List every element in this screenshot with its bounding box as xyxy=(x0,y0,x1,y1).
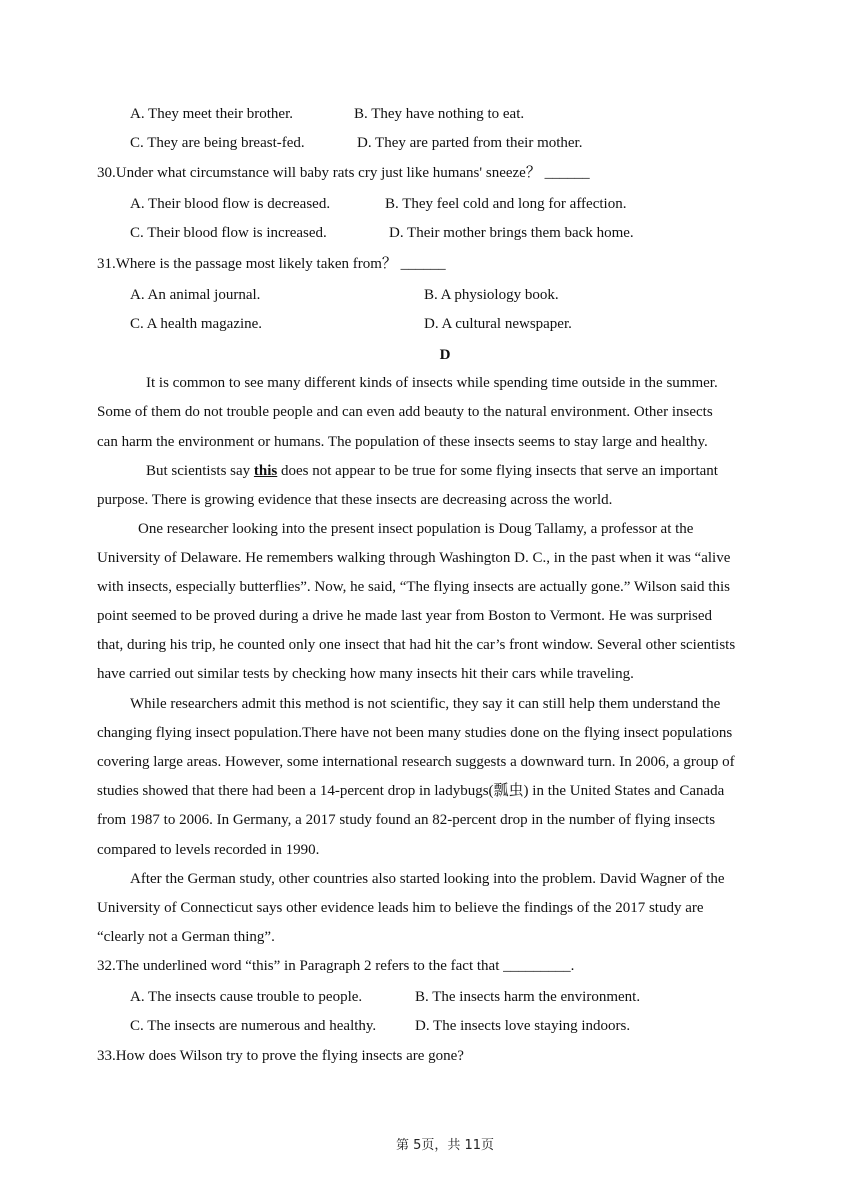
underlined-word: this xyxy=(253,463,278,479)
passage-p3-line6: have carried out similar tests by checking how many insects hit their cars while traveling. xyxy=(97,666,634,682)
q30-option-b: B. They feel cold and long for affection. xyxy=(385,196,627,212)
q29-option-a: A. They meet their brother. xyxy=(130,106,294,122)
p2-text-after: does not appear to be true for some flying insects that serve an important xyxy=(277,463,718,479)
q30-stem: 30.Under what circumstance will baby rats cry just like humans' sneeze？ ______ xyxy=(97,165,590,181)
passage-p5-line3: “clearly not a German thing”. xyxy=(97,929,275,945)
passage-p5-line2: University of Connecticut says other evidence leads him to believe the findings of the 2017 study are xyxy=(97,900,704,916)
passage-p3-line3: with insects, especially butterflies”. Now, he said, “The flying insects are actually gone.” Wilson said this xyxy=(97,579,730,595)
passage-p4-line2: changing flying insect population.There have not been many studies done on the flying insect populations xyxy=(97,725,733,741)
passage-p1-line1: It is common to see many different kinds of insects while spending time outside in the summer. xyxy=(146,375,718,391)
q32-stem: 32.The underlined word “this” in Paragraph 2 refers to the fact that _________. xyxy=(97,958,575,974)
q30-option-a: A. Their blood flow is decreased. xyxy=(130,196,331,212)
passage-p4-line3: covering large areas. However, some international research suggests a downward turn. In 2006, a group of xyxy=(97,754,735,770)
passage-p2-line2: purpose. There is growing evidence that these insects are decreasing across the world. xyxy=(97,492,613,508)
passage-p4-line5: from 1987 to 2006. In Germany, a 2017 study found an 82-percent drop in the number of flying insects xyxy=(97,812,716,828)
q29-option-c: C. They are being breast-fed. xyxy=(130,135,305,151)
q32-option-d: D. The insects love staying indoors. xyxy=(415,1018,631,1034)
q31-option-c: C. A health magazine. xyxy=(130,316,263,332)
passage-p5-line1: After the German study, other countries also started looking into the problem. David Wagner of the xyxy=(130,871,725,887)
passage-p3-line5: that, during his trip, he counted only one insect that had hit the car’s front window. Several other scientists xyxy=(97,637,736,653)
q29-option-b: B. They have nothing to eat. xyxy=(354,106,525,122)
p2-text-before: But scientists say xyxy=(146,463,254,479)
q32-option-c: C. The insects are numerous and healthy. xyxy=(130,1018,377,1034)
passage-p3-line4: point seemed to be proved during a drive he made last year from Boston to Vermont. He was surprised xyxy=(97,608,712,624)
passage-p4-line1: While researchers admit this method is not scientific, they say it can still help them understand the xyxy=(130,696,721,712)
passage-p2-line1 xyxy=(146,461,718,481)
q32-option-a: A. The insects cause trouble to people. xyxy=(130,989,363,1005)
passage-p3-line1: One researcher looking into the present insect population is Doug Tallamy, a professor at the xyxy=(138,521,694,537)
q31-option-d: D. A cultural newspaper. xyxy=(424,316,572,332)
page-footer: 第 5页，共 11页 xyxy=(395,1138,495,1153)
q31-option-a: A. An animal journal. xyxy=(130,287,261,303)
section-label: D xyxy=(439,347,451,363)
passage-p4-line6: compared to levels recorded in 1990. xyxy=(97,842,320,858)
q32-option-b: B. The insects harm the environment. xyxy=(415,989,641,1005)
q33-stem: 33.How does Wilson try to prove the flying insects are gone? xyxy=(97,1048,464,1064)
passage-p3-line2: University of Delaware. He remembers walking through Washington D. C., in the past when it was “alive xyxy=(97,550,731,566)
q31-option-b: B. A physiology book. xyxy=(424,287,559,303)
passage-p1-line3: can harm the environment or humans. The population of these insects seems to stay large and healthy. xyxy=(97,434,708,450)
q29-option-d: D. They are parted from their mother. xyxy=(357,135,583,151)
q30-option-d: D. Their mother brings them back home. xyxy=(389,225,634,241)
passage-p1-line2: Some of them do not trouble people and can even add beauty to the natural environment. Other insects xyxy=(97,404,713,420)
q31-stem: 31.Where is the passage most likely taken from？ ______ xyxy=(97,256,446,272)
q30-option-c: C. Their blood flow is increased. xyxy=(130,225,327,241)
passage-p4-line4: studies showed that there had been a 14-percent drop in ladybugs(瓢虫) in the United States and Canada xyxy=(97,783,725,799)
